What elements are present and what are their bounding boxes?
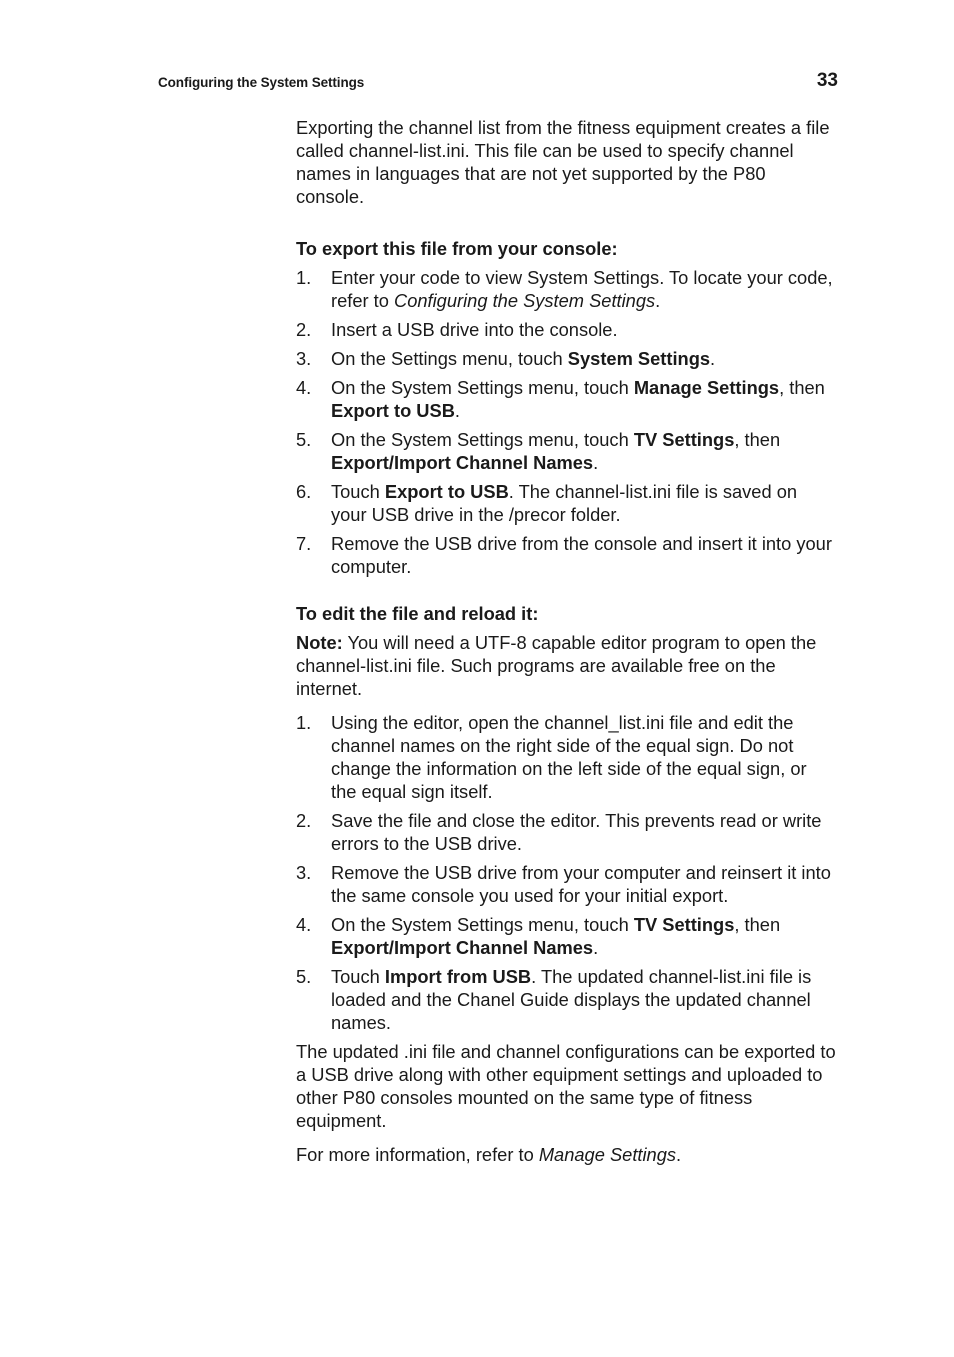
- export-heading: To export this file from your console:: [296, 238, 618, 259]
- export-step: [296, 376, 836, 422]
- ui-term: System Settings: [567, 348, 711, 369]
- edit-steps-list: [296, 711, 836, 1034]
- edit-step: [296, 809, 836, 855]
- ui-term: TV Settings: [633, 914, 735, 935]
- edit-step: [296, 711, 836, 803]
- step-text: On the Settings menu, touch: [331, 348, 568, 369]
- export-step: [296, 428, 836, 474]
- step-text: , then: [734, 429, 781, 450]
- page-header: [158, 70, 838, 94]
- step-text: . The updated channel-list.ini file is loaded and the Chanel Guide displays the updated channel names.: [331, 966, 812, 1033]
- step-number: 1.: [296, 712, 312, 733]
- step-text: . The channel-list.ini file is saved on your USB drive in the /precor folder.: [331, 481, 798, 525]
- more-info-text: For more information, refer to: [296, 1144, 539, 1165]
- step-text: Remove the USB drive from the console and insert it into your computer.: [331, 533, 832, 577]
- ui-term: Export/Import Channel Names: [331, 937, 594, 958]
- step-number: 4.: [296, 377, 312, 398]
- outro-paragraph: The updated .ini file and channel configurations can be exported to a USB drive along with other equipment settings and uploaded to other P80 consoles mounted on the same type of fitness equipment.: [296, 1041, 836, 1131]
- step-text: .: [593, 937, 599, 958]
- step-text: .: [655, 290, 661, 311]
- page-number: 33: [816, 70, 838, 91]
- step-number: 6.: [296, 481, 312, 502]
- intro-paragraph: Exporting the channel list from the fitness equipment creates a file called channel-list.ini. This file can be used to specify channel names in languages that are not yet supported by the P80 console.: [296, 117, 830, 207]
- step-number: 1.: [296, 267, 312, 288]
- ui-term: Export/Import Channel Names: [331, 452, 594, 473]
- step-text: On the System Settings menu, touch: [331, 429, 634, 450]
- step-number: 3.: [296, 348, 312, 369]
- cross-reference-link[interactable]: Manage Settings: [538, 1144, 677, 1165]
- step-number: 3.: [296, 862, 312, 883]
- edit-step: [296, 965, 836, 1034]
- ui-term: Manage Settings: [633, 377, 780, 398]
- more-info-paragraph: [296, 1143, 836, 1166]
- step-text: Using the editor, open the channel_list.ini file and edit the channel names on the right side of the equal sign. Do not change the information on the left side of the equal sign, or the equal sign itself.: [331, 712, 807, 802]
- step-text: .: [593, 452, 599, 473]
- note-paragraph: [296, 631, 836, 700]
- export-step: [296, 347, 836, 370]
- step-text: .: [710, 348, 716, 369]
- note-label: Note:: [296, 632, 343, 653]
- step-text: On the System Settings menu, touch: [331, 914, 634, 935]
- export-step: [296, 318, 836, 341]
- step-number: 7.: [296, 533, 312, 554]
- edit-step: [296, 861, 836, 907]
- step-text: Insert a USB drive into the console.: [331, 319, 618, 340]
- edit-step: [296, 913, 836, 959]
- step-number: 2.: [296, 319, 312, 340]
- cross-reference-link[interactable]: Configuring the System Settings: [394, 290, 656, 311]
- note-text: You will need a UTF-8 capable editor program to open the channel-list.ini file. Such programs are available free on the internet.: [296, 632, 817, 699]
- ui-term: Export to USB: [384, 481, 509, 502]
- step-text: On the System Settings menu, touch: [331, 377, 634, 398]
- step-text: Touch: [331, 966, 385, 987]
- step-number: 2.: [296, 810, 312, 831]
- step-text: , then: [779, 377, 825, 398]
- ui-term: TV Settings: [633, 429, 735, 450]
- step-number: 4.: [296, 914, 312, 935]
- export-step: [296, 532, 836, 578]
- running-section-title: Configuring the System Settings: [158, 75, 365, 90]
- ui-term: Import from USB: [384, 966, 532, 987]
- export-step: [296, 480, 836, 526]
- step-number: 5.: [296, 429, 312, 450]
- step-text: .: [454, 400, 461, 421]
- step-text: , then: [734, 914, 781, 935]
- step-number: 5.: [296, 966, 312, 987]
- ui-term: Export to USB: [331, 400, 455, 421]
- more-info-text: .: [676, 1144, 682, 1165]
- step-text: Touch: [331, 481, 385, 502]
- export-steps-list: [296, 266, 836, 578]
- step-text: Remove the USB drive from your computer and reinsert it into the same console you used for your initial export.: [331, 862, 831, 906]
- step-text: Save the file and close the editor. This prevents read or write errors to the USB drive.: [331, 810, 822, 854]
- edit-heading: To edit the file and reload it:: [296, 603, 539, 624]
- export-step: [296, 266, 836, 312]
- page-body: [296, 116, 836, 1166]
- step-text: Enter your code to view System Settings. To locate your code, refer to: [331, 267, 833, 311]
